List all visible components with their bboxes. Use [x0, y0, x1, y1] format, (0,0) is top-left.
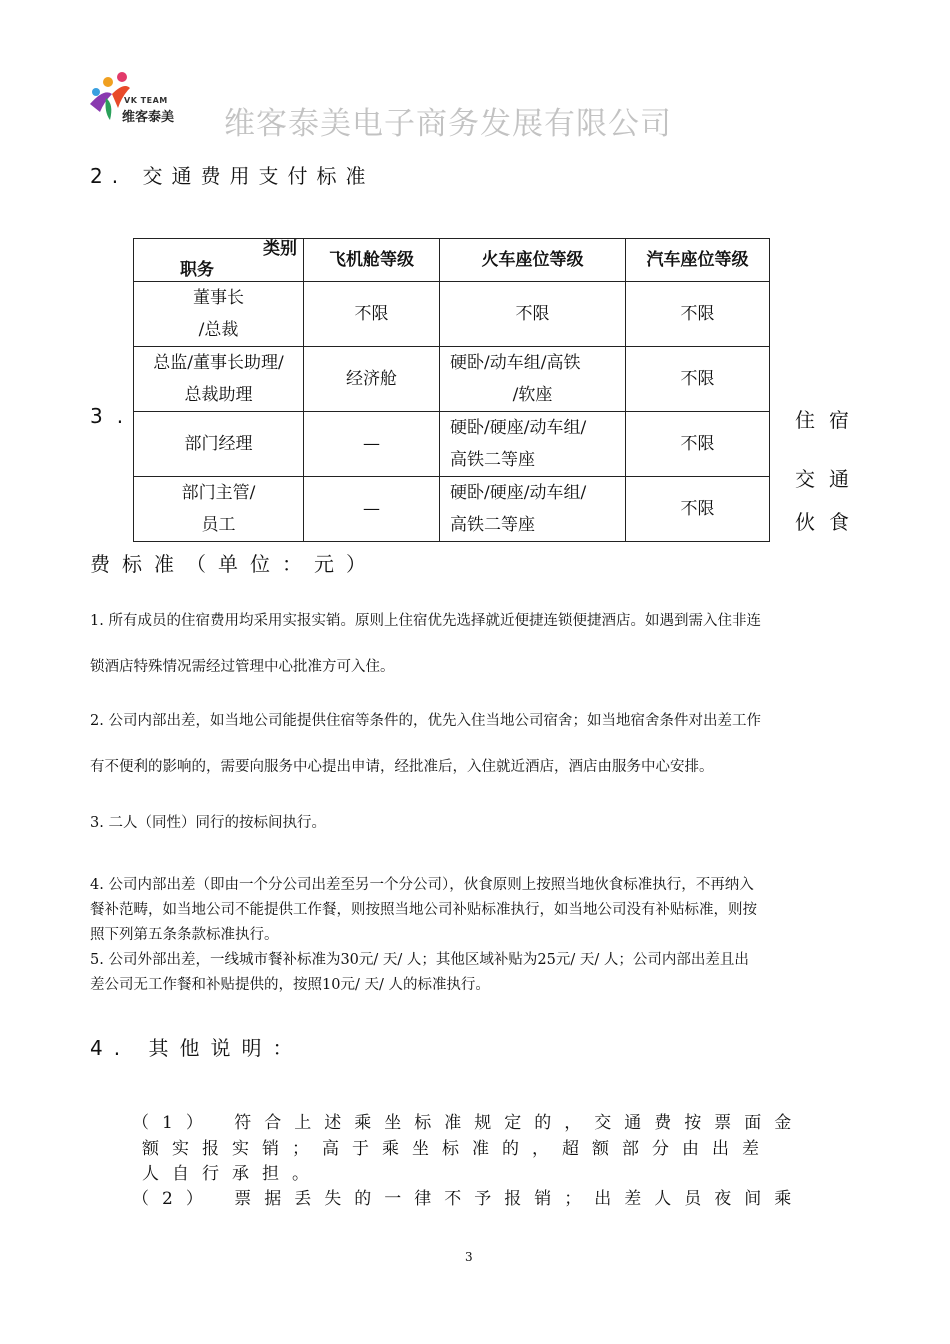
section-4-item-2-line-1: （2） 票据丢失的一律不予报销；出差人员夜间乘	[132, 1189, 805, 1209]
corner-position-label: 职务	[180, 260, 214, 280]
paragraph-4	[90, 873, 862, 998]
paragraph-line: 差公司无工作餐和补贴提供的，按照10元/ 天/ 人的标准执行。	[90, 977, 490, 993]
role-line: 总裁助理	[184, 385, 253, 405]
train-line: 硬卧/动车组/高铁	[450, 353, 581, 373]
paragraph-line: 4. 公司内部出差（即由一个分公司出差至另一个分公司），伙食原则上按照当地伙食标准执行，不再纳入	[90, 877, 754, 893]
train-line: /软座	[512, 385, 553, 405]
logo-brand-text: 维客泰美	[122, 110, 175, 125]
train-line: 硬卧/硬座/动车组/	[450, 483, 587, 503]
role-line: /总裁	[198, 320, 239, 340]
bus-cell: 不限	[626, 282, 770, 347]
train-cell	[440, 477, 626, 542]
train-cell	[440, 412, 626, 477]
table-corner-header	[134, 239, 304, 282]
table-header-row	[134, 239, 770, 282]
plane-cell: 不限	[304, 282, 440, 347]
section-2-title: 2. 交通费用支付标准	[90, 164, 375, 188]
transport-standard-table	[133, 238, 770, 542]
bus-cell: 不限	[626, 347, 770, 412]
section-4-item-1-line-1: （1） 符合上述乘坐标准规定的，交通费按票面金	[132, 1113, 805, 1133]
column-header-train: 火车座位等级	[440, 239, 626, 282]
paragraph-line: 有不便利的影响的，需要向服务中心提出申请，经批准后，入住就近酒店，酒店由服务中心安排。	[90, 759, 714, 775]
role-line: 员工	[201, 515, 236, 535]
table-row	[134, 282, 770, 347]
section-3-title-part-2: 交通	[795, 467, 863, 491]
paragraph-line: 锁酒店特殊情况需经过管理中心批准方可入住。	[90, 659, 395, 675]
section-3-title-part-1: 住宿	[795, 408, 863, 432]
train-cell: 不限	[440, 282, 626, 347]
company-name-header: 维客泰美电子商务发展有限公司	[224, 106, 672, 142]
table-row	[134, 347, 770, 412]
page-number: 3	[465, 1250, 473, 1264]
paragraph-line: 照下列第五条条款标准执行。	[90, 927, 279, 943]
paragraph-2	[90, 698, 862, 790]
train-cell	[440, 347, 626, 412]
role-line: 部门主管/	[181, 483, 256, 503]
section-3-title-continued: 费标准（单位：元）	[90, 552, 378, 576]
table-row	[134, 412, 770, 477]
table-row	[134, 477, 770, 542]
section-3-title-part-3: 伙食	[795, 510, 863, 534]
logo-team-text: VK TEAM	[124, 96, 168, 105]
plane-cell: —	[304, 477, 440, 542]
section-4-item-1-line-3: 人自行承担。	[142, 1164, 322, 1184]
corner-category-label: 类别	[263, 239, 297, 259]
column-header-plane: 飞机舱等级	[304, 239, 440, 282]
section-4-title: 4. 其他说明：	[90, 1036, 304, 1060]
role-cell: 部门经理	[134, 412, 304, 477]
role-cell	[134, 347, 304, 412]
paragraph-3: 3. 二人（同性）同行的按标间执行。	[90, 815, 326, 831]
bus-cell: 不限	[626, 477, 770, 542]
column-header-bus: 汽车座位等级	[626, 239, 770, 282]
role-line: 董事长	[193, 288, 244, 308]
train-line: 高铁二等座	[450, 515, 535, 535]
plane-cell: —	[304, 412, 440, 477]
plane-cell: 经济舱	[304, 347, 440, 412]
section-3-number: 3.	[90, 404, 138, 428]
paragraph-line: 2. 公司内部出差，如当地公司能提供住宿等条件的，优先入住当地公司宿舍；如当地宿舍条件对出差工作	[90, 713, 761, 729]
train-line: 高铁二等座	[450, 450, 535, 470]
train-line: 硬卧/硬座/动车组/	[450, 418, 587, 438]
role-cell	[134, 282, 304, 347]
paragraph-1	[90, 598, 862, 690]
section-4-item-1-line-2: 额实报实销；高于乘坐标准的，超额部分由出差	[142, 1139, 772, 1159]
role-line: 总监/董事长助理/	[153, 353, 284, 373]
paragraph-line: 5. 公司外部出差，一线城市餐补标准为30元/ 天/ 人；其他区域补贴为25元/ 天/ 人；公司内部出差且出	[90, 952, 749, 968]
bus-cell: 不限	[626, 412, 770, 477]
role-cell	[134, 477, 304, 542]
paragraph-line: 1. 所有成员的住宿费用均采用实报实销。原则上住宿优先选择就近便捷连锁便捷酒店。如遇到需入住非连	[90, 613, 761, 629]
paragraph-line: 餐补范畴，如当地公司不能提供工作餐，则按照当地公司补贴标准执行，如当地公司没有补贴标准，则按	[90, 902, 757, 918]
